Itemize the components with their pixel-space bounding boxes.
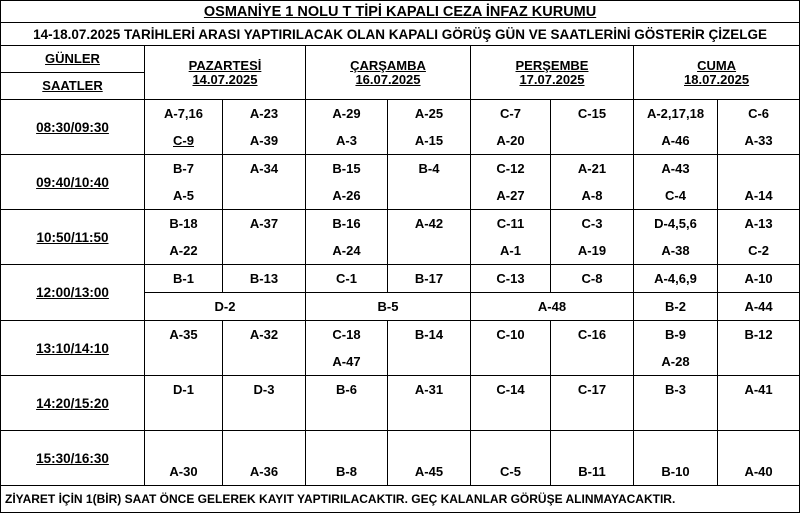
ward-cell: A-35: [145, 321, 223, 349]
ward-cell: C-11: [471, 210, 551, 238]
ward-cell: C-16: [551, 321, 634, 349]
time-slot-label: 13:10/14:10: [1, 321, 145, 376]
ward-cell: C-15: [551, 100, 634, 128]
ward-cell: B-6: [306, 376, 388, 404]
ward-cell: D-4,5,6: [634, 210, 718, 238]
time-slot-label: 09:40/10:40: [1, 155, 145, 210]
time-slot-label: 10:50/11:50: [1, 210, 145, 265]
ward-cell: A-22: [145, 237, 223, 265]
ward-cell: A-33: [718, 127, 800, 155]
day-name: PAZARTESİ: [188, 57, 262, 73]
ward-cell-merged: B-5: [306, 293, 471, 321]
ward-cell: [551, 431, 634, 459]
day-header-thursday: [471, 46, 634, 100]
ward-cell: C-2: [718, 237, 800, 265]
ward-cell: [388, 431, 471, 459]
ward-cell: [718, 155, 800, 183]
ward-cell: [388, 237, 471, 265]
ward-cell: [471, 348, 551, 376]
day-date: 14.07.2025: [192, 71, 258, 87]
ward-cell: [223, 182, 306, 210]
ward-cell: [223, 431, 306, 459]
ward-cell-merged: A-48: [471, 293, 634, 321]
ward-cell: [634, 403, 718, 431]
time-slot-label: 12:00/13:00: [1, 265, 145, 321]
ward-cell: [306, 431, 388, 459]
slot-row: [1, 100, 800, 128]
slot-row: [1, 376, 800, 404]
slot-row: [1, 431, 800, 459]
time-slot-label: 14:20/15:20: [1, 376, 145, 431]
ward-cell: B-2: [634, 293, 718, 321]
ward-cell: A-44: [718, 293, 800, 321]
ward-cell: [718, 348, 800, 376]
ward-cell: A-21: [551, 155, 634, 183]
ward-cell: C-17: [551, 376, 634, 404]
ward-cell: B-3: [634, 376, 718, 404]
ward-cell: A-23: [223, 100, 306, 128]
ward-cell: A-27: [471, 182, 551, 210]
document-title: OSMANİYE 1 NOLU T TİPİ KAPALI CEZA İNFAZ KURUMU: [1, 1, 800, 23]
ward-cell: C-18: [306, 321, 388, 349]
ward-cell: [223, 237, 306, 265]
ward-cell: [551, 403, 634, 431]
document-subtitle: 14-18.07.2025 TARİHLERİ ARASI YAPTIRILACAK OLAN KAPALI GÖRÜŞ GÜN VE SAATLERİNİ GÖSTERİR ÇİZELGE: [1, 23, 800, 46]
ward-cell: C-4: [634, 182, 718, 210]
ward-cell: C-14: [471, 376, 551, 404]
ward-cell: [145, 403, 223, 431]
ward-cell: A-28: [634, 348, 718, 376]
ward-cell: A-34: [223, 155, 306, 183]
ward-cell: C-1: [306, 265, 388, 293]
ward-cell: B-10: [634, 458, 718, 486]
ward-cell: A-19: [551, 237, 634, 265]
day-date: 16.07.2025: [355, 71, 421, 87]
day-name: PERŞEMBE: [515, 57, 589, 73]
ward-cell: A-37: [223, 210, 306, 238]
ward-cell: C-7: [471, 100, 551, 128]
ward-cell: A-15: [388, 127, 471, 155]
ward-cell: C-5: [471, 458, 551, 486]
ward-cell: C-6: [718, 100, 800, 128]
ward-cell: B-12: [718, 321, 800, 349]
ward-cell: A-13: [718, 210, 800, 238]
ward-cell: B-1: [145, 265, 223, 293]
ward-cell: B-13: [223, 265, 306, 293]
ward-cell: A-25: [388, 100, 471, 128]
day-date: 18.07.2025: [684, 71, 750, 87]
hours-label: SAATLER: [1, 73, 145, 100]
ward-cell: B-11: [551, 458, 634, 486]
ward-cell: A-46: [634, 127, 718, 155]
ward-cell: [471, 431, 551, 459]
days-label: GÜNLER: [1, 46, 145, 73]
ward-cell: [551, 348, 634, 376]
ward-cell: [718, 431, 800, 459]
ward-cell: A-42: [388, 210, 471, 238]
day-header-monday: [145, 46, 306, 100]
ward-cell: A-39: [223, 127, 306, 155]
ward-cell: B-9: [634, 321, 718, 349]
ward-cell: A-36: [223, 458, 306, 486]
ward-cell: C-13: [471, 265, 551, 293]
ward-cell: B-14: [388, 321, 471, 349]
day-date: 17.07.2025: [519, 71, 585, 87]
ward-cell: A-32: [223, 321, 306, 349]
ward-cell: [471, 403, 551, 431]
ward-cell: [223, 348, 306, 376]
ward-cell: [388, 348, 471, 376]
ward-cell: C-9: [145, 127, 223, 155]
ward-cell: A-43: [634, 155, 718, 183]
ward-cell: D-1: [145, 376, 223, 404]
ward-cell: C-3: [551, 210, 634, 238]
ward-cell: B-8: [306, 458, 388, 486]
ward-cell: B-18: [145, 210, 223, 238]
ward-cell: A-2,17,18: [634, 100, 718, 128]
ward-cell: A-47: [306, 348, 388, 376]
ward-cell: A-10: [718, 265, 800, 293]
slot-row: [1, 265, 800, 293]
ward-cell: B-16: [306, 210, 388, 238]
ward-cell: A-3: [306, 127, 388, 155]
ward-cell: [718, 403, 800, 431]
ward-cell: [223, 403, 306, 431]
slot-row: [1, 321, 800, 349]
day-name: CUMA: [697, 57, 737, 73]
slot-row: [1, 210, 800, 238]
day-name: ÇARŞAMBA: [350, 57, 426, 73]
time-slot-label: 08:30/09:30: [1, 100, 145, 155]
ward-cell: D-3: [223, 376, 306, 404]
ward-cell: A-30: [145, 458, 223, 486]
ward-cell: A-29: [306, 100, 388, 128]
ward-cell: [388, 403, 471, 431]
ward-cell: A-8: [551, 182, 634, 210]
ward-cell: [145, 431, 223, 459]
ward-cell: [634, 431, 718, 459]
ward-cell: A-31: [388, 376, 471, 404]
ward-cell: [388, 182, 471, 210]
ward-cell-merged: D-2: [145, 293, 306, 321]
ward-cell: [145, 348, 223, 376]
ward-cell: A-45: [388, 458, 471, 486]
ward-cell: A-26: [306, 182, 388, 210]
ward-cell: B-4: [388, 155, 471, 183]
ward-cell: A-20: [471, 127, 551, 155]
ward-cell: B-7: [145, 155, 223, 183]
ward-cell: A-40: [718, 458, 800, 486]
ward-cell: A-7,16: [145, 100, 223, 128]
ward-cell: A-38: [634, 237, 718, 265]
ward-cell: C-8: [551, 265, 634, 293]
ward-cell: A-24: [306, 237, 388, 265]
day-header-wednesday: [306, 46, 471, 100]
day-header-friday: [634, 46, 800, 100]
ward-cell: A-14: [718, 182, 800, 210]
time-slot-label: 15:30/16:30: [1, 431, 145, 486]
ward-cell: [306, 403, 388, 431]
ward-cell: B-15: [306, 155, 388, 183]
ward-cell: A-5: [145, 182, 223, 210]
ward-cell: A-1: [471, 237, 551, 265]
ward-cell: [551, 127, 634, 155]
ward-cell: C-12: [471, 155, 551, 183]
footer-note: ZİYARET İÇİN 1(BİR) SAAT ÖNCE GELEREK KAYIT YAPTIRILACAKTIR. GEÇ KALANLAR GÖRÜŞE ALINMAYACAKTIR.: [1, 486, 800, 513]
ward-cell: A-4,6,9: [634, 265, 718, 293]
slot-row: [1, 155, 800, 183]
ward-cell: B-17: [388, 265, 471, 293]
ward-cell: A-41: [718, 376, 800, 404]
ward-cell: C-10: [471, 321, 551, 349]
